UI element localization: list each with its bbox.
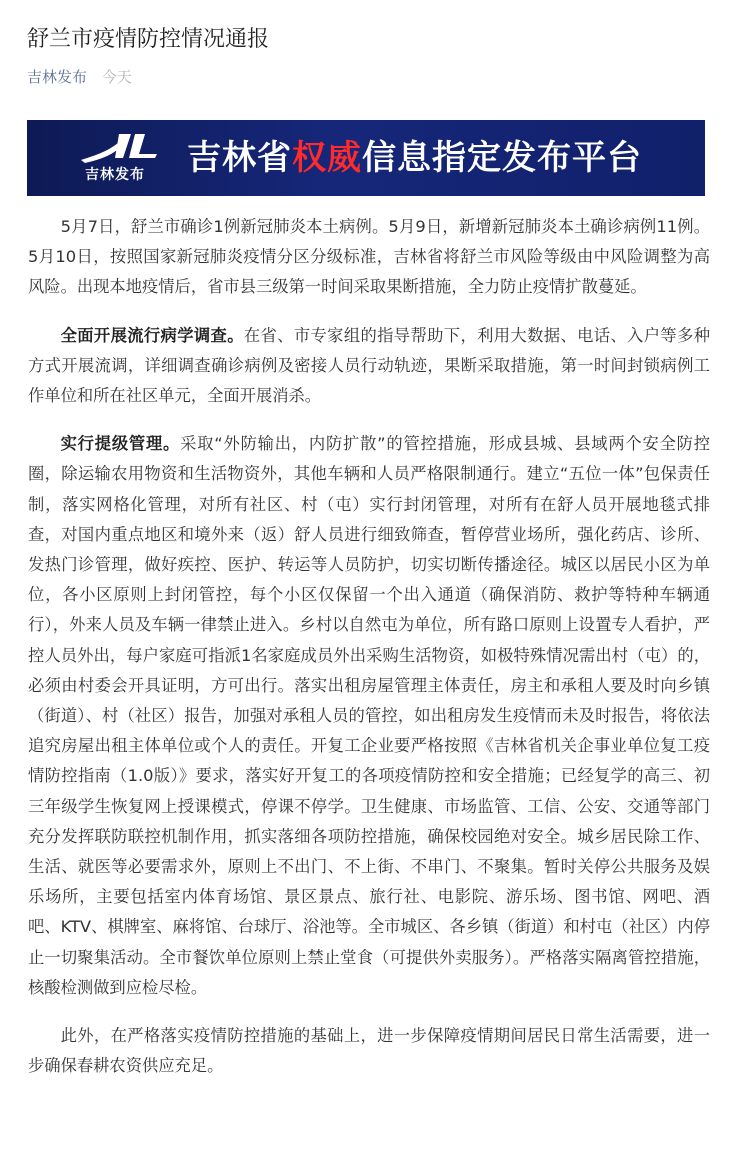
paragraph-text: 5月7日，舒兰市确诊1例新冠肺炎本土病例。5月9日，新增新冠肺炎本土确诊病例11例。5月10日，按照国家新冠肺炎疫情分区分级标准，吉林省将舒兰市风险等级由中风险调整为高风险。出现本地疫情后，省市县三级第一时间采取果断措施，全力防止疫情扩散蔓延。 [28,217,710,297]
paragraph [28,212,710,303]
paragraph-lead: 全面开展流行病学调查。 [60,325,244,345]
banner-title-before: 吉林省 [187,138,292,178]
paragraph-text: 采取“外防输出，内防扩散”的管控措施，形成县城、县域两个安全防控圈，除运输农用物资和生活物资外，其他车辆和人员严格限制通行。建立“五位一体”包保责任制，落实网格化管理，对所有社区、村（屯）实行封闭管理，对所有在舒人员开展地毯式排查，对国内重点地区和境外来（返）舒人员进行细致筛查，暂停营业场所，强化药店、诊所、发热门诊管理，做好疾控、医护、转运等人员防护，切实切断传播途径。城区以居民小区为单位，各小区原则上封闭管控，每个小区仅保留一个出入通道（确保消防、救护等特种车辆通行），外来人员及车辆一律禁止进入。乡村以自然屯为单位，所有路口原则上设置专人看护，严控人员外出，每户家庭可指派1名家庭成员外出采购生活物资，如极特殊情况需出村（屯）的，必须由村委会开具证明，方可出行。落实出租房屋管理主体责任，房主和承租人要及时向乡镇（街道）、村（社区）报告，加强对承租人员的管控，如出租房发生疫情而未及时报告，将依法追究房屋出租主体单位或个人的责任。开复工企业要严格按照《吉林省机关企事业单位复工疫情防控指南（1.0版）》要求，落实好开复工的各项疫情防控和安全措施；已经复学的高三、初三年级学生恢复网上授课模式，停课不停学。卫生健康、市场监管、工信、公安、交通等部门充分发挥联防联控机制作用，抓实落细各项防控措施，确保校园绝对安全。城乡居民除工作、生活、就医等必要需求外，原则上不出门、不上街、不串门、不聚集。暂时关停公共服务及娱乐场所，主要包括室内体育场馆、景区景点、旅行社、电影院、游乐场、图书馆、网吧、酒吧、KTV、棋牌室、麻将馆、台球厅、浴池等。全市城区、各乡镇（街道）和村屯（社区）内停止一切聚集活动。全市餐饮单位原则上禁止堂食（可提供外卖服务）。严格落实隔离管控措施，核酸检测做到应检尽检。 [28,434,710,997]
paragraph [28,1021,710,1081]
article-body [28,212,710,1099]
paragraph [28,321,710,412]
paragraph-lead: 实行提级管理。 [60,434,181,454]
jilin-fabu-logo-icon [79,130,159,164]
account-name-link[interactable]: 吉林发布 [27,68,88,86]
publish-date: 今天 [101,68,132,86]
banner-image [27,120,705,196]
paragraph-text: 此外，在严格落实疫情防控措施的基础上，进一步保障疫情期间居民日常生活需要，进一步确保春耕农资供应充足。 [28,1026,710,1076]
banner-logo-text: 吉林发布 [85,167,145,183]
paragraph-text: 在省、市专家组的指导帮助下，利用大数据、电话、入户等多种方式开展流调，详细调查确诊病例及密接人员行动轨迹，果断采取措施，第一时间封锁病例工作单位和所在社区单元，全面开展消杀。 [28,325,710,406]
article-title: 舒兰市疫情防控情况通报 [27,27,270,52]
banner-title-highlight: 权威 [292,138,362,178]
banner-title-after: 信息指定发布平台 [362,138,642,178]
article-meta [27,66,132,88]
paragraph [28,429,710,1003]
banner-title [187,136,642,180]
